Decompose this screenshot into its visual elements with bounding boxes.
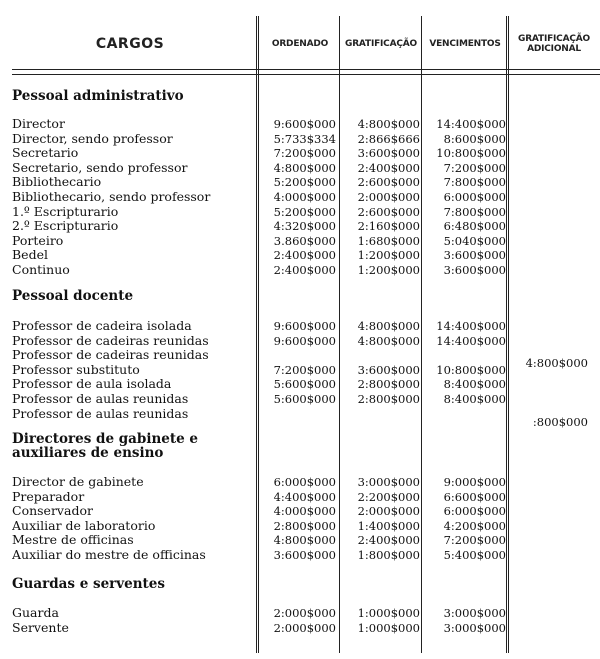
row-label: Mestre de officinas — [12, 533, 134, 548]
table-row — [0, 504, 600, 518]
row-label: Bibliothecario — [12, 175, 102, 190]
cell-vencimentos: 5:040$000 — [443, 233, 506, 248]
cell-gratificacao: 2:400$000 — [357, 160, 420, 175]
table-row — [0, 175, 600, 189]
cell-vencimentos: 5:400$000 — [443, 548, 506, 562]
row-label: Professor de aulas reunidas — [12, 406, 189, 421]
cell-gratificacao: 2:866$666 — [357, 131, 420, 146]
cell-ordenado: 7:200$000 — [273, 362, 336, 377]
header-gratificacao-adicional: GRATIFICAÇÃO ADICIONAL — [518, 34, 590, 54]
section-title: Pessoal docente — [12, 288, 134, 304]
table-row — [0, 319, 600, 333]
cell-gratificacao: 4:800$000 — [357, 319, 420, 333]
cell-vencimentos: 7:800$000 — [443, 204, 506, 219]
table-row — [0, 248, 600, 262]
cell-gratificacao: 4:800$000 — [357, 333, 420, 348]
cell-gratificacao: 2:600$000 — [357, 175, 420, 190]
cell-vencimentos: 3:000$000 — [443, 620, 506, 635]
row-label: Professor de aula isolada — [12, 377, 172, 392]
row-label: Continuo — [12, 263, 70, 277]
cell-vencimentos: 8:600$000 — [443, 131, 506, 146]
cell-gratificacao: 2:600$000 — [357, 204, 420, 219]
cell-vencimentos: 3:600$000 — [443, 263, 506, 277]
cell-ordenado: 4:800$000 — [273, 160, 336, 175]
table-row — [0, 219, 600, 233]
cell-ordenado: 5:200$000 — [273, 204, 336, 219]
table-row — [0, 146, 600, 160]
row-label: Professor de cadeiras reunidas — [12, 333, 209, 348]
cell-gratificacao: 3:000$000 — [357, 475, 420, 489]
cell-vencimentos: 7:800$000 — [443, 175, 506, 190]
table-row — [0, 132, 600, 146]
table-row — [0, 490, 600, 504]
cell-gratificacao: 1:400$000 — [357, 518, 420, 533]
table-row — [0, 475, 600, 489]
cell-vencimentos: 3:000$000 — [443, 606, 506, 620]
cell-gratificacao: 1:200$000 — [357, 248, 420, 263]
header-gratificacao: GRATIFICAÇÃO — [345, 39, 417, 49]
row-label: 1.º Escripturario — [12, 204, 119, 219]
cell-gratificacao: 2:200$000 — [357, 489, 420, 504]
row-label: Porteiro — [12, 233, 64, 248]
cell-ordenado: 4:320$000 — [273, 219, 336, 234]
cell-gratificacao: 1:000$000 — [357, 606, 420, 620]
row-label: Professor de aulas reunidas — [12, 392, 189, 406]
cell-ordenado: 2:000$000 — [273, 606, 336, 620]
table-row — [0, 548, 600, 562]
cell-ordenado: 5:600$000 — [273, 377, 336, 392]
table-row — [0, 406, 600, 429]
row-label: Bibliothecario, sendo professor — [12, 190, 211, 204]
cell-gratificacao: 2:800$000 — [357, 377, 420, 392]
cell-vencimentos: 6:000$000 — [443, 504, 506, 519]
cell-ordenado: 4:000$000 — [273, 190, 336, 204]
cell-ordenado: 5:600$000 — [273, 392, 336, 406]
table-row — [0, 519, 600, 533]
table-row — [0, 606, 600, 620]
cell-gratificacao: 1:800$000 — [357, 548, 420, 562]
row-label: Servente — [12, 620, 69, 635]
cell-ordenado: 2:000$000 — [273, 620, 336, 635]
cell-ordenado: 6:000$000 — [273, 475, 336, 489]
row-label: 2.º Escripturario — [12, 219, 119, 234]
row-label: Conservador — [12, 504, 93, 519]
cell-gratificacao: 1:000$000 — [357, 620, 420, 635]
cell-vencimentos: 3:600$000 — [443, 248, 506, 263]
row-label: Secretario, sendo professor — [12, 160, 188, 175]
row-label: Professor de cadeira isolada — [12, 319, 192, 333]
cell-ordenado: 7:200$000 — [273, 146, 336, 161]
table-row — [0, 392, 600, 406]
section-title: Guardas e serventes — [12, 576, 165, 592]
cell-gratificacao: 4:800$000 — [357, 117, 420, 131]
cell-gratificacao-adicional: :800$000 — [532, 414, 588, 429]
row-label: Director de gabinete — [12, 475, 144, 489]
cell-gratificacao: 1:200$000 — [357, 263, 420, 277]
table-row — [0, 117, 600, 131]
row-label: Professor de cadeiras reunidas — [12, 348, 209, 363]
table-row — [0, 190, 600, 204]
cell-ordenado: 3.860$000 — [273, 233, 336, 248]
table-row — [0, 621, 600, 635]
cell-ordenado: 4:800$000 — [273, 533, 336, 548]
cell-gratificacao: 2:000$000 — [357, 190, 420, 204]
cell-vencimentos: 10:800$000 — [436, 362, 506, 377]
cell-vencimentos: 6:000$000 — [443, 190, 506, 204]
cell-vencimentos: 14:400$000 — [436, 117, 506, 131]
cell-ordenado: 4:000$000 — [273, 504, 336, 519]
table-row — [0, 161, 600, 175]
cell-vencimentos: 7:200$000 — [443, 533, 506, 548]
cell-gratificacao: 2:400$000 — [357, 533, 420, 548]
cell-ordenado: 2:400$000 — [273, 263, 336, 277]
cell-vencimentos: 14:400$000 — [436, 333, 506, 348]
header-cargos: CARGOS — [95, 36, 165, 52]
cell-vencimentos: 6:600$000 — [443, 489, 506, 504]
table-row — [0, 363, 600, 377]
cell-ordenado: 2:800$000 — [273, 518, 336, 533]
table-row — [0, 533, 600, 547]
cell-gratificacao: 3:600$000 — [357, 362, 420, 377]
cell-vencimentos: 8:400$000 — [443, 377, 506, 392]
cell-vencimentos: 14:400$000 — [436, 319, 506, 333]
cell-vencimentos: 4:200$000 — [443, 518, 506, 533]
table-row — [0, 234, 600, 248]
cell-vencimentos: 6:480$000 — [443, 219, 506, 234]
cell-ordenado: 4:400$000 — [273, 489, 336, 504]
section-title: Directores de gabinete e auxiliares de ensino — [12, 431, 199, 461]
cell-ordenado: 9:600$000 — [273, 333, 336, 348]
cell-gratificacao-adicional: 4:800$000 — [525, 356, 588, 371]
cell-vencimentos: 10:800$000 — [436, 146, 506, 161]
row-label: Director — [12, 117, 65, 131]
row-label: Director, sendo professor — [12, 131, 173, 146]
cell-vencimentos: 9:000$000 — [443, 475, 506, 489]
row-label: Professor substituto — [12, 362, 140, 377]
cell-ordenado: 9:600$000 — [273, 117, 336, 131]
cell-gratificacao: 2:000$000 — [357, 504, 420, 519]
row-label: Preparador — [12, 489, 85, 504]
table-row — [0, 377, 600, 391]
cell-ordenado: 5:200$000 — [273, 175, 336, 190]
cell-gratificacao: 3:600$000 — [357, 146, 420, 161]
cell-vencimentos: 8:400$000 — [443, 392, 506, 406]
row-label: Secretario — [12, 146, 79, 161]
section-title: Pessoal administrativo — [12, 88, 184, 104]
header-vencimentos: VENCIMENTOS — [429, 39, 501, 49]
cell-gratificacao: 1:680$000 — [357, 233, 420, 248]
row-label: Bedel — [12, 248, 48, 263]
cell-ordenado: 2:400$000 — [273, 248, 336, 263]
cell-ordenado: 3:600$000 — [273, 548, 336, 562]
row-label: Guarda — [12, 606, 59, 620]
row-label: Auxiliar do mestre de officinas — [12, 548, 206, 562]
cell-gratificacao: 2:160$000 — [357, 219, 420, 234]
cell-gratificacao: 2:800$000 — [357, 392, 420, 406]
cell-ordenado: 5:733$334 — [273, 131, 336, 146]
row-label: Auxiliar de laboratorio — [12, 518, 156, 533]
cell-vencimentos: 7:200$000 — [443, 160, 506, 175]
cell-ordenado: 9:600$000 — [273, 319, 336, 333]
table-row — [0, 263, 600, 277]
header-ordenado: ORDENADO — [271, 39, 329, 49]
table-row — [0, 334, 600, 348]
table-row — [0, 205, 600, 219]
